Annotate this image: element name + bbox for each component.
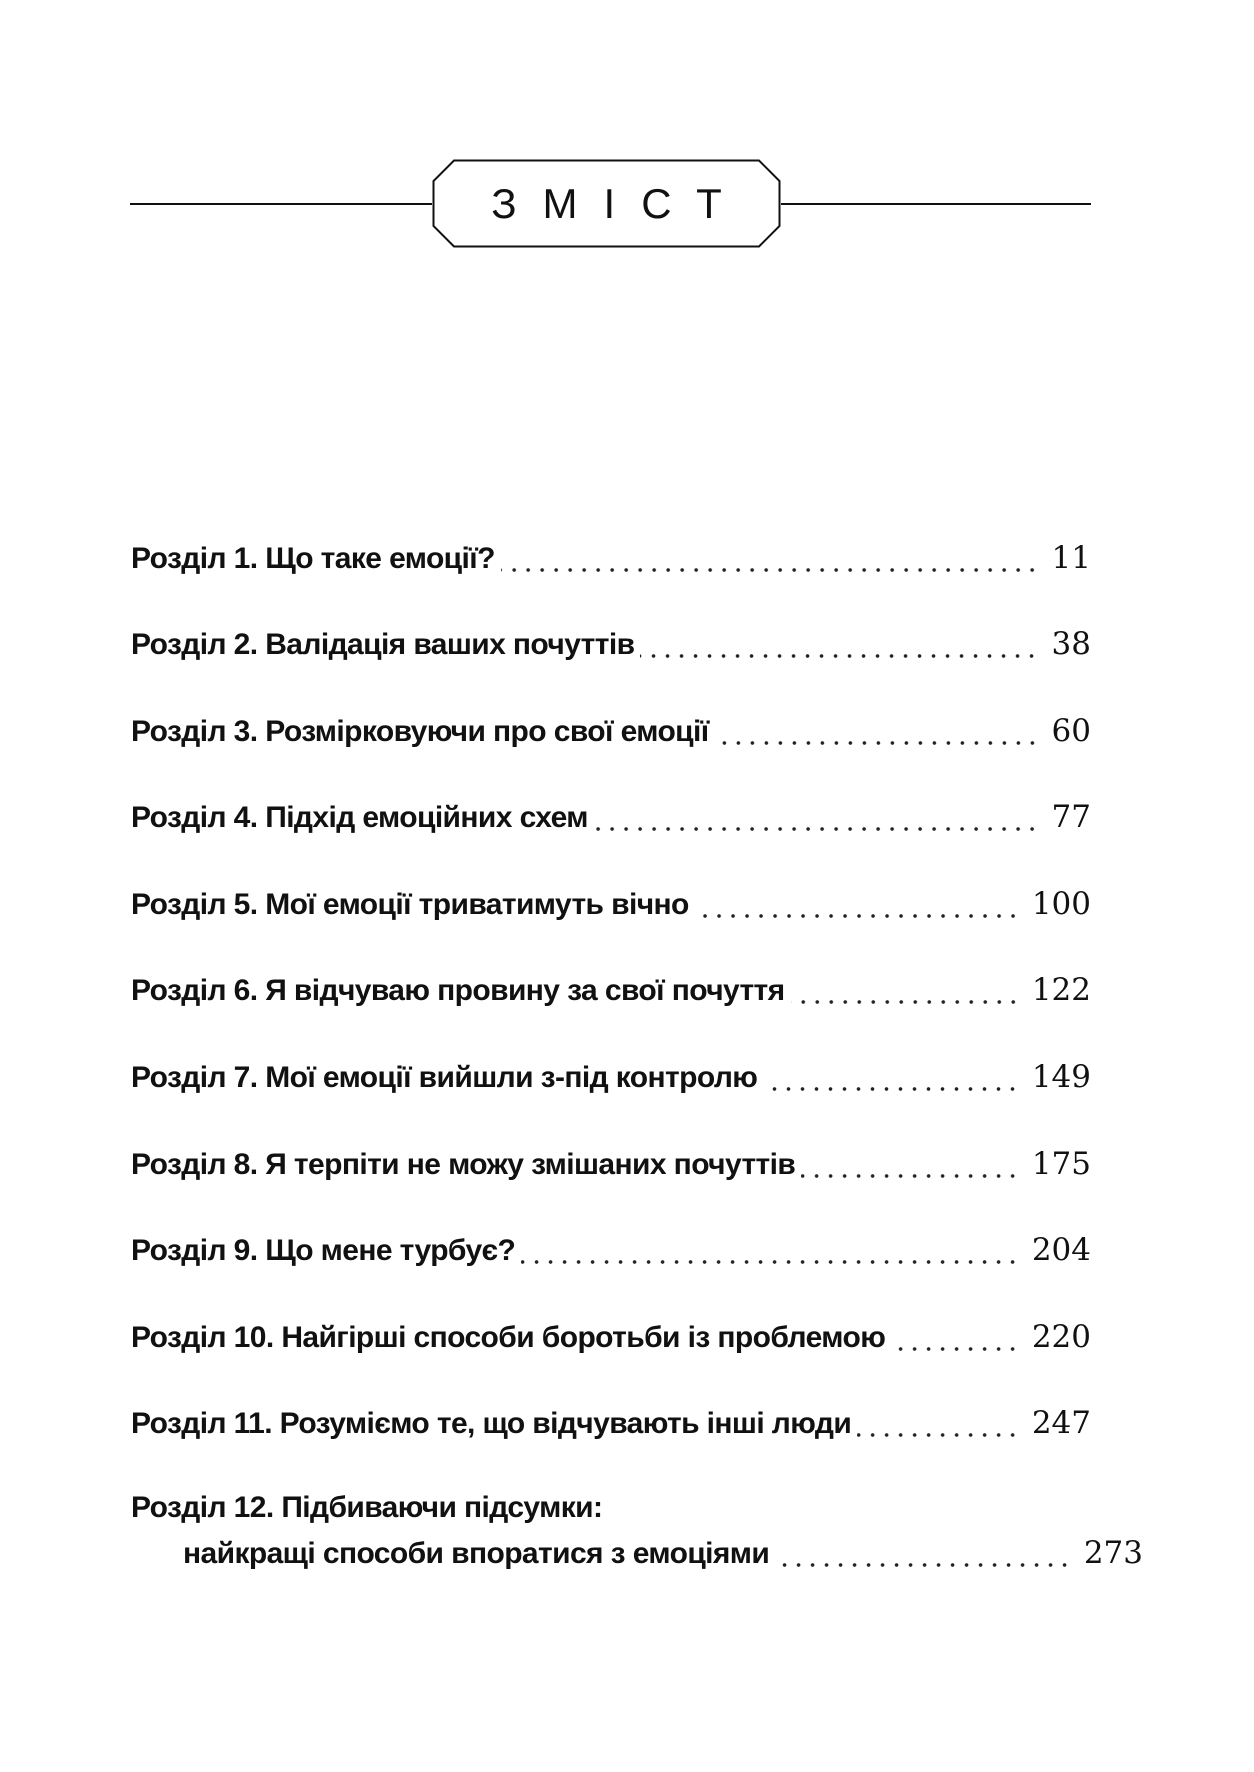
toc-entry-8[interactable] [131,1146,1091,1190]
header-rule-left [130,203,432,205]
toc-page-number: 273 [1083,1535,1143,1571]
toc-page-number: 77 [1051,799,1091,835]
toc-page-number: 204 [1031,1232,1091,1268]
toc-entry-label: Розділ 8. Я терпіти не можу змішаних почуттів [131,1148,796,1181]
toc-entry-label-continued: найкращі способи впоратися з емоціями [183,1537,770,1570]
toc-entry-label: Розділ 6. Я відчуваю провину за свої почуття [131,974,785,1007]
toc-dot-leader [791,999,1020,1005]
toc-dot-leader [775,1562,1072,1568]
toc-entry-label: Розділ 4. Підхід емоційних схем [131,801,588,834]
toc-entry-10[interactable] [131,1319,1091,1363]
table-of-contents [131,540,1143,1579]
toc-page-number: 175 [1031,1146,1091,1182]
toc-entry-9[interactable] [131,1232,1091,1276]
toc-entry-label: Розділ 5. Мої емоції триватимуть вічно [131,888,689,921]
toc-page-number: 100 [1031,886,1091,922]
title-frame [432,159,781,248]
toc-page-number: 122 [1031,972,1091,1008]
toc-dot-leader [763,1086,1020,1092]
toc-page-number: 149 [1031,1059,1091,1095]
toc-page-number: 11 [1051,540,1091,576]
toc-entry-1[interactable] [131,540,1091,584]
toc-entry-11[interactable] [131,1405,1091,1449]
toc-dot-leader [715,740,1039,746]
toc-dot-leader [891,1346,1020,1352]
toc-entry-label: Розділ 9. Що мене турбує? [131,1234,516,1267]
toc-entry-7[interactable] [131,1059,1091,1103]
toc-dot-leader [501,567,1039,573]
toc-entry-label: Розділ 12. Підбиваючи підсумки: [131,1491,603,1524]
toc-dot-leader [594,826,1039,832]
toc-entry-label: Розділ 2. Валідація ваших почуттів [131,628,635,661]
toc-entry-5[interactable] [131,886,1091,930]
page-title: ЗМІСТ [491,179,748,227]
toc-page-number: 38 [1051,626,1091,662]
toc-page-number: 60 [1051,713,1091,749]
toc-entry-3[interactable] [131,713,1091,757]
toc-entry-label: Розділ 3. Розмірковуючи про свої емоції [131,715,709,748]
toc-page-number: 247 [1031,1405,1091,1441]
toc-dot-leader [801,1173,1020,1179]
header-rule-right [781,203,1091,205]
toc-entry-4[interactable] [131,799,1091,843]
toc-dot-leader [857,1432,1020,1438]
toc-dot-leader [695,913,1020,919]
toc-entry-label: Розділ 11. Розуміємо те, що відчувають інші люди [131,1407,852,1440]
toc-dot-leader [640,653,1039,659]
toc-entry-6[interactable] [131,972,1091,1016]
toc-page-number: 220 [1031,1319,1091,1355]
toc-dot-leader [521,1259,1020,1265]
toc-entry-label: Розділ 10. Найгірші способи боротьби із проблемою [131,1321,886,1354]
toc-entry-label: Розділ 7. Мої емоції вийшли з-під контролю [131,1061,758,1094]
toc-entry-12[interactable] [131,1491,1143,1579]
toc-entry-2[interactable] [131,626,1091,670]
toc-entry-label: Розділ 1. Що таке емоції? [131,542,495,575]
